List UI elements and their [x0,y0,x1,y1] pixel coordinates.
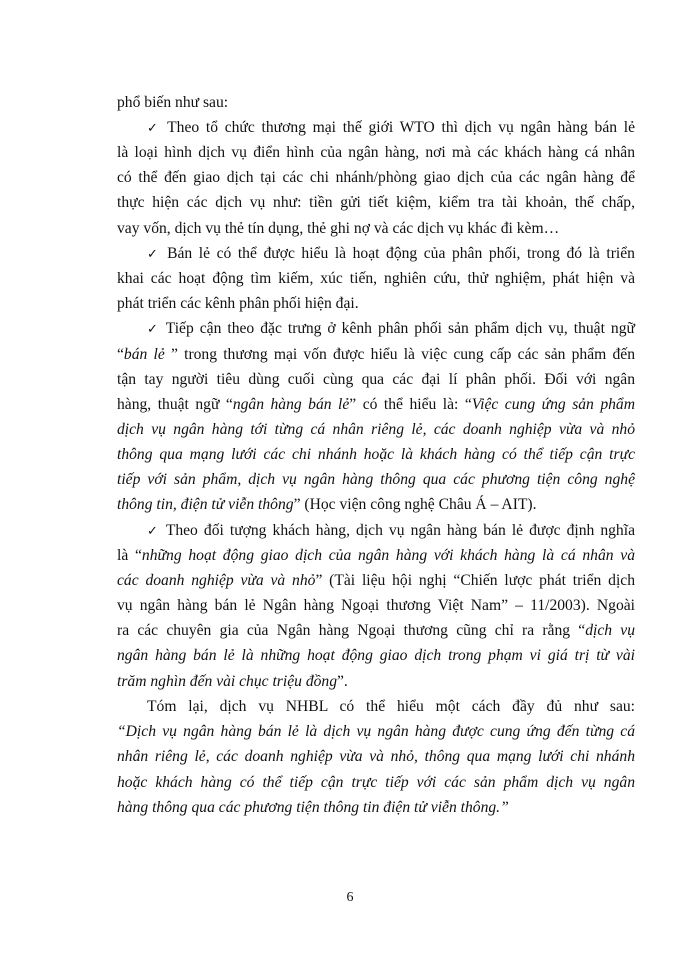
text-line [117,445,635,465]
text-line [117,143,635,163]
text-line [147,697,635,717]
italic-text: dịch vụ [585,622,635,639]
text-line [117,345,635,365]
text-segment: là loại hình dịch vụ điển hình của ngân hàng, nơi mà các khách hàng cá nhân [117,144,635,161]
text-segment: khai các hoạt động tìm kiếm, xúc tiến, nghiên cứu, thử nghiệm, phát hiện và [117,270,635,287]
italic-text: dịch vụ ngân hàng tới từng cá nhân riêng lẻ, các doanh nghiệp vừa và nhỏ [117,421,635,438]
text-line [117,495,635,515]
text-segment: “ [117,346,124,363]
text-segment: ” có thể hiểu là: “ [349,396,472,413]
italic-text: thông tin, điện tử viễn thông [117,496,294,513]
text-segment: phát triển các kênh phân phối hiện đại. [117,295,359,312]
page-number: 6 [346,890,354,905]
text-segment: Tóm lại, dịch vụ NHBL có thể hiểu một cách đầy đủ như sau: [147,698,635,715]
text-line [117,621,635,641]
text-line [117,546,635,566]
text-line [117,672,635,692]
text-segment: ” trong thương mại vốn được hiểu là việc cung cấp các sản phẩm đến [164,346,635,363]
italic-text: hàng thông qua các phương tiện thông tin điện tử viễn thông.” [117,799,509,816]
text-line [117,395,635,415]
text-line [117,93,635,113]
text-segment: Theo tổ chức thương mại thế giới WTO thì dịch vụ ngân hàng bán lẻ [167,119,635,136]
text-segment: Tiếp cận theo đặc trưng ở kênh phân phối sản phẩm dịch vụ, thuật ngữ [165,320,635,337]
text-segment: tận tay người tiêu dùng cuối cùng qua các đại lí phân phối. Đối với ngân [117,371,635,388]
text-segment: thực hiện các dịch vụ như: tiền gửi tiết kiệm, kiểm tra tài khoản, thế chấp, [117,194,635,211]
text-line [117,798,635,818]
italic-text: tiếp với sản phẩm, dịch vụ ngân hàng thông qua các phương tiện công nghệ [117,471,635,488]
text-segment: có thể đến giao dịch tại các chi nhánh/phòng giao dịch của các ngân hàng để [117,169,635,186]
text-segment: là “ [117,547,142,564]
text-line [117,646,635,666]
text-line [117,269,635,289]
text-segment: phổ biến như sau: [117,94,229,111]
italic-text: “Dịch vụ ngân hàng bán lẻ là dịch vụ ngân hàng được cung ứng đến từng cá [117,723,635,740]
italic-text: bán lẻ [123,346,165,363]
checkmark-icon: ✓ [147,322,160,337]
text-line [117,219,635,239]
text-line [117,193,635,213]
checkmark-icon: ✓ [147,247,161,262]
italic-text: các doanh nghiệp vừa và nhỏ [117,572,316,589]
text-line [147,521,635,541]
italic-text: những hoạt động giao dịch của ngân hàng với khách hàng là cá nhân và [141,547,635,564]
text-line [117,571,635,591]
text-line [117,370,635,390]
text-segment: Bán lẻ có thể được hiểu là hoạt động của phân phối, trong đó là triển [167,245,635,262]
italic-text: Việc cung ứng sản phẩm [471,396,635,413]
text-segment: vụ ngân hàng bán lẻ Ngân hàng Ngoại thương Việt Nam” – 11/2003). Ngoài [117,597,635,614]
italic-text: thông qua mạng lưới các chi nhánh hoặc là khách hàng có thể tiếp cận trực [117,446,635,463]
text-line [117,596,635,616]
italic-text: ngân hàng bán lẻ [232,396,350,413]
text-segment: hàng, thuật ngữ “ [117,396,233,413]
text-line [117,470,635,490]
text-line [117,294,635,314]
checkmark-icon: ✓ [147,121,161,136]
text-line [117,420,635,440]
text-segment: ” (Tài liệu hội nghị “Chiến lược phát triển dịch [315,572,636,589]
text-line [147,118,635,138]
italic-text: trăm nghìn đến vài chục triệu đồng [117,673,338,690]
text-segment: Theo đối tượng khách hàng, dịch vụ ngân hàng bán lẻ được định nghĩa [165,522,635,539]
text-segment: ”. [337,673,348,690]
italic-text: ngân hàng bán lẻ là những hoạt động giao dịch trong phạm vi giá trị từ vài [117,647,635,664]
text-line [147,319,635,339]
italic-text: nhân riêng lẻ, các doanh nghiệp vừa và nhỏ, thông qua mạng lưới chi nhánh [117,748,635,765]
text-segment: vay vốn, dịch vụ thẻ tín dụng, thẻ ghi nợ và các dịch vụ khác đi kèm… [117,220,560,237]
text-line [117,168,635,188]
text-line [117,722,635,742]
text-segment: ra các chuyên gia của Ngân hàng Ngoại thương cũng chỉ ra rằng “ [117,622,586,639]
text-segment: ” (Học viện công nghệ Châu Á – AIT). [293,496,537,513]
text-line [117,773,635,793]
checkmark-icon: ✓ [147,524,161,539]
text-line [117,747,635,767]
text-line [147,244,635,264]
italic-text: hoặc khách hàng có thể tiếp cận trực tiếp với các sản phẩm dịch vụ ngân [117,774,635,791]
